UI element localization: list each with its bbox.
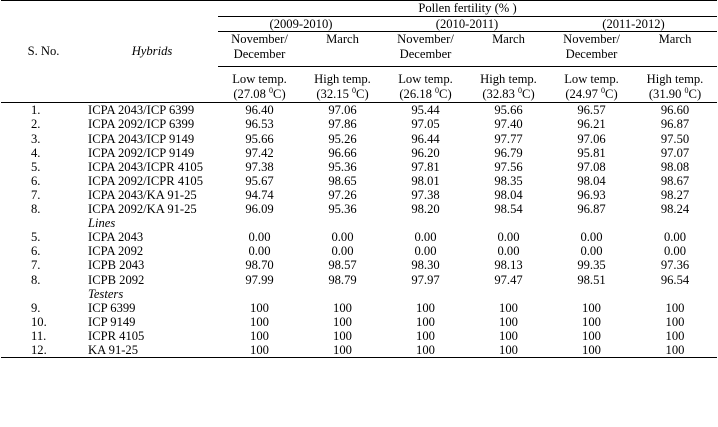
degree-superscript: 0 — [269, 85, 274, 95]
row-value: 96.40 — [245, 103, 274, 118]
row-value: 97.38 — [245, 159, 274, 174]
row-value: 95.44 — [411, 103, 440, 118]
row-name: ICPA 2092 — [88, 244, 144, 259]
row-value: 97.06 — [328, 103, 357, 118]
month-line-1: March — [492, 32, 525, 47]
row-sno: 9. — [31, 300, 41, 315]
row-value: 0.00 — [497, 230, 520, 245]
row-value: 97.26 — [328, 187, 357, 202]
table-row — [1, 103, 717, 118]
row-name: ICPA 2043 — [88, 230, 144, 245]
table-row — [1, 244, 717, 258]
row-name: ICPA 2043/ICP 9149 — [88, 131, 195, 146]
row-value: 99.35 — [577, 258, 606, 273]
temp-header-5 — [550, 67, 633, 103]
row-value: 97.06 — [577, 131, 606, 146]
row-value: 100 — [250, 328, 269, 343]
row-value: 0.00 — [414, 244, 437, 259]
blank-cell — [1, 287, 86, 301]
degree-superscript: 0 — [601, 85, 606, 95]
row-value: 100 — [499, 300, 518, 315]
table-row — [1, 132, 717, 146]
temp-label: Low temp. — [232, 72, 287, 87]
temp-header-1 — [218, 67, 301, 103]
pollen-fertility-header: Pollen fertility (% ) — [218, 1, 717, 17]
temp-value: (32.83 — [482, 86, 519, 101]
row-sno: 11. — [31, 328, 47, 343]
month-header-6 — [633, 32, 717, 67]
row-value: 0.00 — [248, 230, 271, 245]
month-line-2: December — [399, 46, 452, 61]
row-sno: 10. — [31, 314, 47, 329]
degree-superscript: 0 — [352, 85, 357, 95]
temp-value-line — [386, 87, 465, 102]
table-row — [1, 174, 717, 188]
blank-cell — [218, 287, 717, 301]
pollen-fertility-table — [1, 0, 717, 358]
row-value: 95.26 — [328, 131, 357, 146]
row-name: ICPA 2043/KA 91-25 — [88, 187, 197, 202]
temp-label: Low temp. — [398, 72, 453, 87]
row-value: 96.20 — [411, 145, 440, 160]
row-value: 97.81 — [411, 159, 440, 174]
temp-unit: C) — [605, 86, 618, 101]
row-value: 0.00 — [331, 244, 354, 259]
table-row — [1, 230, 717, 244]
row-value: 100 — [416, 328, 435, 343]
temp-value: (24.97 — [565, 86, 602, 101]
temp-unit: C) — [439, 86, 452, 101]
row-name: ICPA 2092/KA 91-25 — [88, 202, 197, 217]
row-value: 96.87 — [577, 202, 606, 217]
row-value: 95.66 — [494, 103, 523, 118]
row-value: 100 — [250, 314, 269, 329]
row-value: 95.66 — [245, 131, 274, 146]
row-name: ICPA 2092/ICPR 4105 — [88, 173, 204, 188]
row-value: 97.08 — [577, 159, 606, 174]
row-value: 0.00 — [414, 230, 437, 245]
row-value: 97.50 — [660, 131, 690, 146]
row-value: 96.54 — [660, 272, 690, 287]
row-value: 98.27 — [660, 187, 690, 202]
table-row — [1, 329, 717, 343]
temp-unit: C) — [522, 86, 535, 101]
row-name: ICPB 2092 — [88, 272, 145, 287]
row-sno: 2. — [31, 117, 41, 132]
section-testers-row — [1, 287, 717, 301]
row-value: 95.81 — [577, 145, 606, 160]
temp-unit: C) — [273, 86, 286, 101]
row-value: 97.47 — [494, 272, 523, 287]
table-row — [1, 273, 717, 287]
row-value: 0.00 — [663, 244, 687, 259]
row-value: 100 — [467, 343, 550, 358]
temp-value: (27.08 — [233, 86, 270, 101]
row-value: 100 — [218, 343, 301, 358]
row-name: ICP 6399 — [88, 300, 136, 315]
degree-superscript: 0 — [435, 85, 440, 95]
table-row — [1, 315, 717, 329]
blank-cell — [218, 216, 717, 230]
month-header-2 — [301, 32, 384, 67]
row-value: 98.04 — [577, 173, 606, 188]
row-sno: 5. — [31, 159, 41, 174]
row-sno: 3. — [31, 131, 41, 146]
row-value: 100 — [550, 343, 633, 358]
temp-value: (32.15 — [316, 86, 353, 101]
row-value: 98.79 — [328, 272, 357, 287]
row-value: 0.00 — [248, 244, 271, 259]
row-sno: 8. — [31, 202, 41, 217]
row-value: 95.67 — [245, 173, 274, 188]
month-header-3 — [384, 32, 467, 67]
row-name: ICPR 4105 — [88, 328, 145, 343]
temp-header-4 — [467, 67, 550, 103]
row-value: 95.36 — [328, 202, 357, 217]
row-value: 96.93 — [577, 187, 606, 202]
table-row — [1, 188, 717, 202]
row-value: 100 — [633, 343, 717, 358]
row-value: 98.04 — [494, 187, 523, 202]
row-sno: 6. — [31, 173, 41, 188]
month-line-1: November/ — [397, 32, 454, 47]
row-value: 96.53 — [245, 117, 274, 132]
row-value: 100 — [333, 328, 352, 343]
row-value: 0.00 — [580, 230, 603, 245]
row-value: 100 — [384, 343, 467, 358]
month-header-1 — [218, 32, 301, 67]
month-line-1: March — [326, 32, 359, 47]
row-sno: 5. — [31, 230, 41, 245]
row-name: ICPA 2092/ICP 6399 — [88, 117, 195, 132]
row-value: 94.74 — [245, 187, 274, 202]
row-value: 98.24 — [660, 202, 690, 217]
header-row-title — [1, 1, 717, 17]
row-value: 95.36 — [328, 159, 357, 174]
row-name: ICP 9149 — [88, 314, 136, 329]
row-value: 100 — [333, 300, 352, 315]
table-row — [1, 117, 717, 131]
row-value: 98.67 — [660, 173, 690, 188]
row-sno: 7. — [31, 258, 41, 273]
section-lines-label: Lines — [88, 216, 116, 231]
row-value: 100 — [499, 314, 518, 329]
row-sno: 1. — [31, 103, 41, 118]
temp-header-6 — [633, 67, 717, 103]
row-value: 97.97 — [411, 272, 440, 287]
row-value: 97.99 — [245, 272, 274, 287]
temp-header-2 — [301, 67, 384, 103]
row-value: 0.00 — [331, 230, 354, 245]
row-value: 98.08 — [660, 159, 690, 174]
row-sno: 12. — [1, 343, 86, 358]
row-value: 98.30 — [411, 258, 440, 273]
month-line-2: December — [565, 46, 618, 61]
row-value: 98.54 — [494, 202, 523, 217]
temp-value-line — [635, 87, 715, 102]
table-row — [1, 343, 717, 358]
row-value: 100 — [301, 343, 384, 358]
row-value: 96.09 — [245, 202, 274, 217]
table-row — [1, 146, 717, 160]
row-sno: 7. — [31, 187, 41, 202]
table-row — [1, 160, 717, 174]
row-value: 98.70 — [245, 258, 274, 273]
row-value: 97.77 — [494, 131, 523, 146]
row-value: 98.65 — [328, 173, 357, 188]
sno-header: S. No. — [1, 1, 86, 103]
table-row — [1, 301, 717, 315]
row-value: 100 — [665, 328, 685, 343]
month-line-1: March — [658, 32, 692, 47]
row-value: 0.00 — [580, 244, 603, 259]
section-lines-row — [1, 216, 717, 230]
row-value: 0.00 — [663, 230, 687, 245]
temp-unit: C) — [356, 86, 369, 101]
temp-label: High temp. — [646, 72, 704, 87]
row-value: 96.79 — [494, 145, 523, 160]
temp-value-line — [220, 87, 299, 102]
row-name: KA 91-25 — [86, 343, 218, 358]
temp-value: (26.18 — [399, 86, 436, 101]
month-line-2: December — [233, 46, 286, 61]
table-row — [1, 202, 717, 216]
row-value: 98.57 — [328, 258, 357, 273]
temp-label: High temp. — [480, 72, 537, 87]
row-value: 98.35 — [494, 173, 523, 188]
row-value: 96.44 — [411, 131, 440, 146]
row-value: 100 — [499, 328, 518, 343]
hybrids-header: Hybrids — [86, 1, 218, 103]
row-value: 100 — [665, 300, 685, 315]
temp-unit: C) — [688, 86, 702, 101]
row-value: 100 — [250, 300, 269, 315]
row-value: 100 — [416, 300, 435, 315]
year-header-1: (2009-2010) — [218, 16, 384, 32]
row-name: ICPA 2043/ICPR 4105 — [88, 159, 204, 174]
row-value: 100 — [416, 314, 435, 329]
row-value: 96.87 — [660, 117, 690, 132]
table-row — [1, 258, 717, 272]
row-value: 97.36 — [660, 258, 690, 273]
row-value: 98.20 — [411, 202, 440, 217]
row-value: 97.38 — [411, 187, 440, 202]
temp-value: (31.90 — [648, 86, 685, 101]
row-value: 100 — [333, 314, 352, 329]
row-value: 96.60 — [660, 103, 690, 118]
year-header-3: (2011-2012) — [550, 16, 717, 32]
row-name: ICPA 2043/ICP 6399 — [88, 103, 195, 118]
row-value: 97.07 — [660, 145, 690, 160]
temp-label: Low temp. — [564, 72, 619, 87]
blank-cell — [1, 216, 86, 230]
row-value: 98.01 — [411, 173, 440, 188]
row-value: 100 — [582, 314, 601, 329]
row-value: 96.21 — [577, 117, 606, 132]
row-value: 97.86 — [328, 117, 357, 132]
degree-superscript: 0 — [518, 85, 523, 95]
month-line-1: November/ — [563, 32, 620, 47]
temp-header-3 — [384, 67, 467, 103]
section-testers-label: Testers — [88, 286, 124, 301]
row-value: 100 — [665, 314, 685, 329]
row-name: ICPA 2092/ICP 9149 — [88, 145, 195, 160]
row-value: 98.51 — [577, 272, 606, 287]
temp-label: High temp. — [314, 72, 371, 87]
month-header-5 — [550, 32, 633, 67]
month-header-4 — [467, 32, 550, 67]
row-value: 98.13 — [494, 258, 523, 273]
row-value: 100 — [582, 328, 601, 343]
temp-value-line — [303, 87, 382, 102]
row-sno: 4. — [31, 145, 41, 160]
row-value: 97.42 — [245, 145, 274, 160]
degree-superscript: 0 — [684, 85, 689, 95]
row-value: 96.57 — [577, 103, 606, 118]
row-sno: 8. — [31, 272, 41, 287]
row-value: 96.66 — [328, 145, 357, 160]
row-sno: 6. — [31, 244, 41, 259]
row-value: 97.56 — [494, 159, 523, 174]
row-name: ICPB 2043 — [88, 258, 145, 273]
temp-value-line — [552, 87, 631, 102]
row-value: 0.00 — [497, 244, 520, 259]
row-value: 97.40 — [494, 117, 523, 132]
temp-value-line — [469, 87, 548, 102]
month-line-1: November/ — [231, 32, 288, 47]
row-value: 100 — [582, 300, 601, 315]
year-header-2: (2010-2011) — [384, 16, 550, 32]
row-value: 97.05 — [411, 117, 440, 132]
